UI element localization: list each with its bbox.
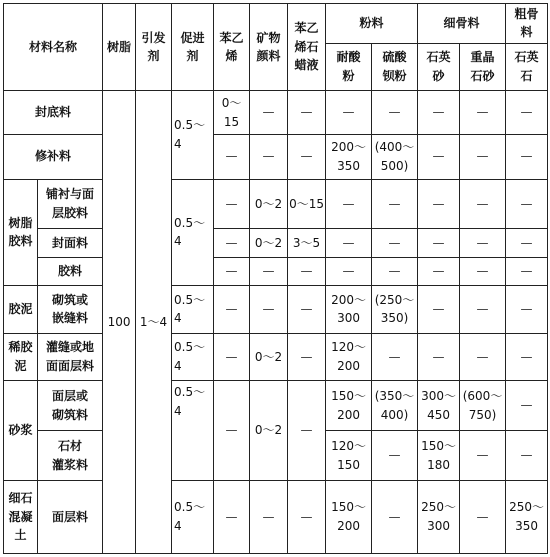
- cell-dash: —: [326, 229, 372, 257]
- row-label-repair: 修补料: [4, 134, 103, 179]
- header-initiator: 引发 剂: [136, 4, 172, 91]
- cell-dash: —: [214, 229, 250, 257]
- header-accelerator: 促进 剂: [172, 4, 214, 91]
- cell-mineral-thin-mortar: 0～2: [250, 333, 288, 381]
- cell-mineral-mortar: 0～2: [250, 381, 288, 480]
- cell-accelerator-mortar-glue: 0.5～ 4: [172, 286, 214, 334]
- row-sub-surface-material: 面层料: [38, 480, 103, 553]
- cell-dash: —: [506, 431, 548, 481]
- row-label-resin-glue: 树脂 胶料: [4, 179, 38, 286]
- cell-barite-sand-mortar: (600～ 750): [460, 381, 506, 431]
- cell-dash: —: [214, 286, 250, 334]
- cell-styrene-paraffin-sealing: 3～5: [288, 229, 326, 257]
- header-quartz-sand: 石英 砂: [418, 43, 460, 91]
- row-sub-stone-pour: 石材 灌浆料: [38, 431, 103, 481]
- cell-barium-powder-mortar: (350～ 400): [372, 381, 418, 431]
- cell-dash: —: [460, 179, 506, 229]
- cell-dash: —: [418, 134, 460, 179]
- cell-dash: —: [250, 91, 288, 135]
- cell-acid-powder-mortar: 150～ 200: [326, 381, 372, 431]
- cell-acid-powder-repair: 200～ 350: [326, 134, 372, 179]
- cell-dash: —: [250, 257, 288, 285]
- cell-barium-powder-mortar-glue: (250～ 350): [372, 286, 418, 334]
- cell-dash: —: [372, 333, 418, 381]
- cell-dash: —: [372, 480, 418, 553]
- header-styrene: 苯乙 烯: [214, 4, 250, 91]
- cell-dash: —: [214, 333, 250, 381]
- cell-dash: —: [326, 257, 372, 285]
- cell-dash: —: [418, 179, 460, 229]
- cell-accelerator-fine-concrete: 0.5～ 4: [172, 480, 214, 553]
- cell-dash: —: [460, 480, 506, 553]
- cell-dash: —: [418, 333, 460, 381]
- row-label-fine-concrete: 细石 混凝 土: [4, 480, 38, 553]
- cell-accelerator-mortar: 0.5～ 4: [172, 381, 214, 480]
- row-label-mortar-glue: 胶泥: [4, 286, 38, 334]
- header-barite-sand: 重晶 石砂: [460, 43, 506, 91]
- cell-dash: —: [326, 91, 372, 135]
- cell-quartz-sand-stone-pour: 150～ 180: [418, 431, 460, 481]
- header-coarse-aggregate: 粗骨 料: [506, 4, 548, 44]
- cell-dash: —: [506, 134, 548, 179]
- cell-dash: —: [506, 333, 548, 381]
- cell-acid-powder-thin-mortar: 120～ 200: [326, 333, 372, 381]
- cell-dash: —: [506, 257, 548, 285]
- cell-initiator-value: 1～4: [136, 91, 172, 554]
- cell-dash: —: [460, 134, 506, 179]
- cell-quartz-sand-fine-concrete: 250～ 300: [418, 480, 460, 553]
- cell-dash: —: [214, 134, 250, 179]
- cell-dash: —: [288, 381, 326, 480]
- cell-dash: —: [418, 229, 460, 257]
- cell-accelerator-resin-glue: 0.5～ 4: [172, 179, 214, 286]
- cell-dash: —: [506, 91, 548, 135]
- header-powder: 粉料: [326, 4, 418, 44]
- row-sub-surface-masonry: 面层或 砌筑料: [38, 381, 103, 431]
- cell-acid-powder-mortar-glue: 200～ 300: [326, 286, 372, 334]
- cell-dash: —: [372, 229, 418, 257]
- header-styrene-paraffin: 苯乙 烯石 蜡液: [288, 4, 326, 91]
- row-sub-pour-surface: 灌缝或地 面面层料: [38, 333, 103, 381]
- cell-dash: —: [288, 286, 326, 334]
- cell-dash: —: [418, 257, 460, 285]
- cell-dash: —: [288, 91, 326, 135]
- cell-dash: —: [372, 257, 418, 285]
- cell-dash: —: [326, 179, 372, 229]
- header-acid-resistant-powder: 耐酸 粉: [326, 43, 372, 91]
- cell-dash: —: [506, 179, 548, 229]
- row-sub-sealing: 封面料: [38, 229, 103, 257]
- header-barium-sulfate-powder: 硫酸 钡粉: [372, 43, 418, 91]
- cell-dash: —: [250, 134, 288, 179]
- row-sub-glue: 胶料: [38, 257, 103, 285]
- cell-dash: —: [460, 431, 506, 481]
- cell-dash: —: [506, 381, 548, 431]
- cell-dash: —: [288, 480, 326, 553]
- cell-dash: —: [214, 257, 250, 285]
- cell-dash: —: [460, 333, 506, 381]
- header-mineral-pigment: 矿物 颜料: [250, 4, 288, 91]
- cell-styrene-primer: 0～ 15: [214, 91, 250, 135]
- row-label-primer: 封底料: [4, 91, 103, 135]
- row-label-thin-mortar: 稀胶 泥: [4, 333, 38, 381]
- cell-dash: —: [460, 257, 506, 285]
- cell-dash: —: [250, 286, 288, 334]
- cell-dash: —: [372, 91, 418, 135]
- cell-accelerator-primer-repair: 0.5～ 4: [172, 91, 214, 179]
- cell-dash: —: [288, 257, 326, 285]
- cell-dash: —: [288, 333, 326, 381]
- cell-dash: —: [506, 286, 548, 334]
- cell-dash: —: [372, 179, 418, 229]
- cell-dash: —: [418, 91, 460, 135]
- header-resin: 树脂: [103, 4, 136, 91]
- cell-acid-powder-fine-concrete: 150～ 200: [326, 480, 372, 553]
- cell-dash: —: [288, 134, 326, 179]
- cell-mineral-sealing: 0～2: [250, 229, 288, 257]
- cell-dash: —: [214, 480, 250, 553]
- cell-dash: —: [418, 286, 460, 334]
- cell-mineral-lining: 0～2: [250, 179, 288, 229]
- row-sub-lining-face: 铺衬与面 层胶料: [38, 179, 103, 229]
- cell-barium-powder-repair: (400～ 500): [372, 134, 418, 179]
- header-material-name: 材料名称: [4, 4, 103, 91]
- header-fine-aggregate: 细骨料: [418, 4, 506, 44]
- header-quartz-stone: 石英 石: [506, 43, 548, 91]
- cell-dash: —: [214, 381, 250, 480]
- cell-acid-powder-stone-pour: 120～ 150: [326, 431, 372, 481]
- row-sub-masonry-joint: 砌筑或 嵌缝料: [38, 286, 103, 334]
- cell-dash: —: [506, 229, 548, 257]
- cell-dash: —: [250, 480, 288, 553]
- cell-dash: —: [460, 91, 506, 135]
- cell-accelerator-thin-mortar: 0.5～ 4: [172, 333, 214, 381]
- cell-dash: —: [214, 179, 250, 229]
- cell-styrene-paraffin-lining: 0～15: [288, 179, 326, 229]
- cell-dash: —: [460, 229, 506, 257]
- cell-dash: —: [460, 286, 506, 334]
- row-label-mortar: 砂浆: [4, 381, 38, 480]
- cell-dash: —: [372, 431, 418, 481]
- cell-quartz-sand-mortar: 300～ 450: [418, 381, 460, 431]
- cell-quartz-stone-fine-concrete: 250～ 350: [506, 480, 548, 553]
- resin-mix-proportion-table: [3, 3, 548, 554]
- cell-resin-value: 100: [103, 91, 136, 554]
